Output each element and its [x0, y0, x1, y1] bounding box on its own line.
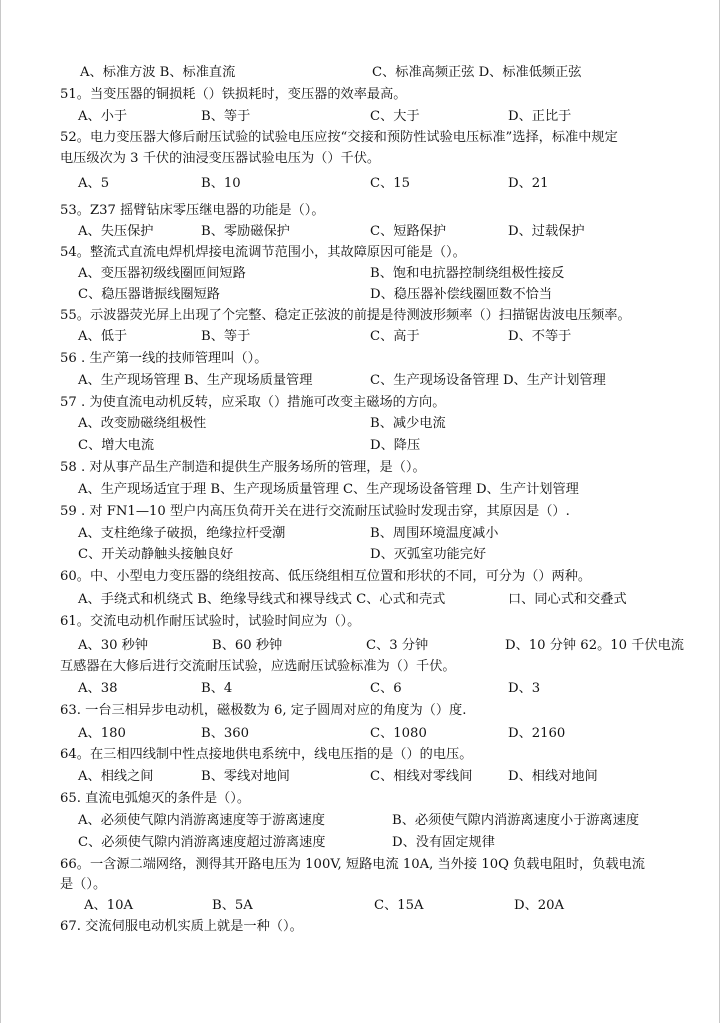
q55-option-c: C、高于: [370, 329, 420, 344]
q64-option-b: B、零线对地间: [201, 769, 290, 784]
q63-option-d: D、2160: [508, 726, 566, 741]
q60-option-d: 口、同心式和交叠式: [508, 592, 627, 607]
q56-option-cd: C、生产现场设备管理 D、生产计划管理: [370, 373, 606, 388]
q61-option-a: A、30 秒钟: [78, 638, 149, 653]
q57-question: 57 . 为使直流电动机反转，应采取（）措施可改变主磁场的方向。: [60, 395, 446, 410]
q53-option-d: D、过载保护: [508, 224, 585, 239]
q52-question-line1: 52。电力变压器大修后耐压试验的试验电压应按“交接和预防性试验电压标准”选择，标准中规定: [60, 130, 618, 145]
q64-option-a: A、相线之间: [78, 769, 154, 784]
q66-option-d: D、20A: [514, 898, 565, 913]
q62-option-a: A、38: [78, 681, 118, 696]
q57-option-c: C、增大电流: [78, 438, 155, 453]
q64-option-c: C、相线对零线间: [370, 769, 473, 784]
q59-option-a: A、支柱绝缘子破损，绝缘拉杆受潮: [78, 526, 286, 541]
q67-question: 67. 交流伺服电动机实质上就是一种（）。: [60, 919, 303, 934]
q58-question: 58 . 对从事产品生产制造和提供生产服务场所的管理，是（）。: [60, 460, 426, 475]
q61-option-d-q62-start: D、10 分钟 62。10 千伏电流: [505, 638, 684, 653]
q66-question-line1: 66。一含源二端网络，测得其开路电压为 100V, 短路电流 10A, 当外接 10Q 负载电阻时，负载电流: [60, 857, 645, 872]
q65-option-d: D、没有固定规律: [392, 835, 495, 850]
q54-option-c: C、稳压器谐振线圈短路: [78, 287, 220, 302]
q66-question-line2: 是（）。: [60, 877, 107, 892]
q62-option-c: C、6: [370, 681, 402, 696]
q53-option-b: B、零励磁保护: [201, 224, 290, 239]
q52-option-c: C、15: [370, 176, 411, 191]
q51-option-a: A、小于: [78, 109, 128, 124]
q57-option-d: D、降压: [370, 438, 421, 453]
q55-option-d: D、不等于: [508, 329, 572, 344]
q52-option-d: D、21: [508, 176, 549, 191]
q61-question: 61。交流电动机作耐压试验时，试验时间应为（）。: [60, 614, 361, 629]
q55-option-b: B、等于: [201, 329, 251, 344]
q57-option-a: A、改变励磁绕组极性: [78, 416, 207, 431]
q65-option-b: B、必须使气隙内消游离速度小于游离速度: [392, 813, 640, 828]
q59-option-b: B、周围环境温度减小: [370, 526, 499, 541]
q54-option-d: D、稳压器补偿线圈匝数不恰当: [370, 287, 553, 302]
q54-question: 54。整流式直流电焊机焊接电流调节范围小，其故障原因可能是（）。: [60, 245, 466, 260]
q53-option-a: A、失压保护: [78, 224, 154, 239]
q64-question: 64。在三相四线制中性点接地供电系统中，线电压指的是（）的电压。: [60, 747, 473, 762]
q57-option-b: B、减少电流: [370, 416, 446, 431]
q65-question: 65. 直流电弧熄灭的条件是（）。: [60, 791, 251, 806]
q51-question: 51。当变压器的铜损耗（）铁损耗时，变压器的效率最高。: [60, 87, 407, 102]
q58-options: A、生产现场适宜于理 B、生产现场质量管理 C、生产现场设备管理 D、生产计划管理: [78, 482, 579, 497]
q56-option-ab: A、生产现场管理 B、生产现场质量管理: [78, 373, 313, 388]
q53-question: 53。Z37 摇臂钻床零压继电器的功能是（）。: [60, 203, 325, 218]
q62-question: 互感器在大修后进行交流耐压试验，应选耐压试验标准为（）千伏。: [60, 659, 456, 674]
q63-question: 63. 一台三相异步电动机，磁极数为 6, 定子圆周对应的角度为（）度.: [60, 703, 467, 718]
q60-option-abc: A、手绕式和机绕式 B、绝缘导线式和裸导线式 C、心式和壳式: [78, 592, 446, 607]
q59-option-d: D、灭弧室功能完好: [370, 547, 487, 562]
q61-option-c: C、3 分钟: [366, 638, 429, 653]
q56-question: 56 . 生产第一线的技师管理叫（）。: [60, 351, 268, 366]
q55-question: 55。示波器荧光屏上出现了个完整、稳定正弦波的前提是待测波形频率（）扫描锯齿波电压频率。: [60, 308, 631, 323]
q52-question-line2: 电压级次为 3 千伏的油浸变压器试验电压为（）千伏。: [60, 151, 381, 166]
q61-option-b: B、60 秒钟: [212, 638, 283, 653]
q52-option-a: A、5: [78, 176, 110, 191]
q55-option-a: A、低于: [78, 329, 128, 344]
q50-option-ab: A、标准方波 B、标准直流: [80, 65, 236, 80]
q60-question: 60。中、小型电力变压器的绕组按高、低压绕组相互位置和形状的不同，可分为（）两种。: [60, 569, 592, 584]
q66-option-b: B、5A: [212, 898, 253, 913]
q66-option-c: C、15A: [374, 898, 424, 913]
q53-option-c: C、短路保护: [370, 224, 447, 239]
q62-option-b: B、4: [201, 681, 233, 696]
q50-option-cd: C、标准高频正弦 D、标准低频正弦: [372, 65, 582, 80]
q59-question: 59 . 对 FN1—10 型户内高压负荷开关在进行交流耐压试验时发现击穿，其原因是（）.: [60, 504, 570, 519]
q52-option-b: B、10: [201, 176, 241, 191]
q63-option-a: A、180: [78, 726, 126, 741]
q62-option-d: D、3: [508, 681, 541, 696]
q63-option-b: B、360: [201, 726, 250, 741]
q66-option-a: A、10A: [84, 898, 134, 913]
q51-option-d: D、正比于: [508, 109, 572, 124]
q65-option-a: A、必须使气隙内消游离速度等于游离速度: [78, 813, 325, 828]
q54-option-a: A、变压器初级线圈匝间短路: [78, 266, 246, 281]
q65-option-c: C、必须使气隙内消游离速度超过游离速度: [78, 835, 326, 850]
q64-option-d: D、相线对地间: [508, 769, 598, 784]
q59-option-c: C、开关动静触头接触良好: [78, 547, 234, 562]
q51-option-b: B、等于: [201, 109, 251, 124]
q63-option-c: C、1080: [370, 726, 427, 741]
q54-option-b: B、饱和电抗器控制绕组极性接反: [370, 266, 565, 281]
q51-option-c: C、大于: [370, 109, 420, 124]
